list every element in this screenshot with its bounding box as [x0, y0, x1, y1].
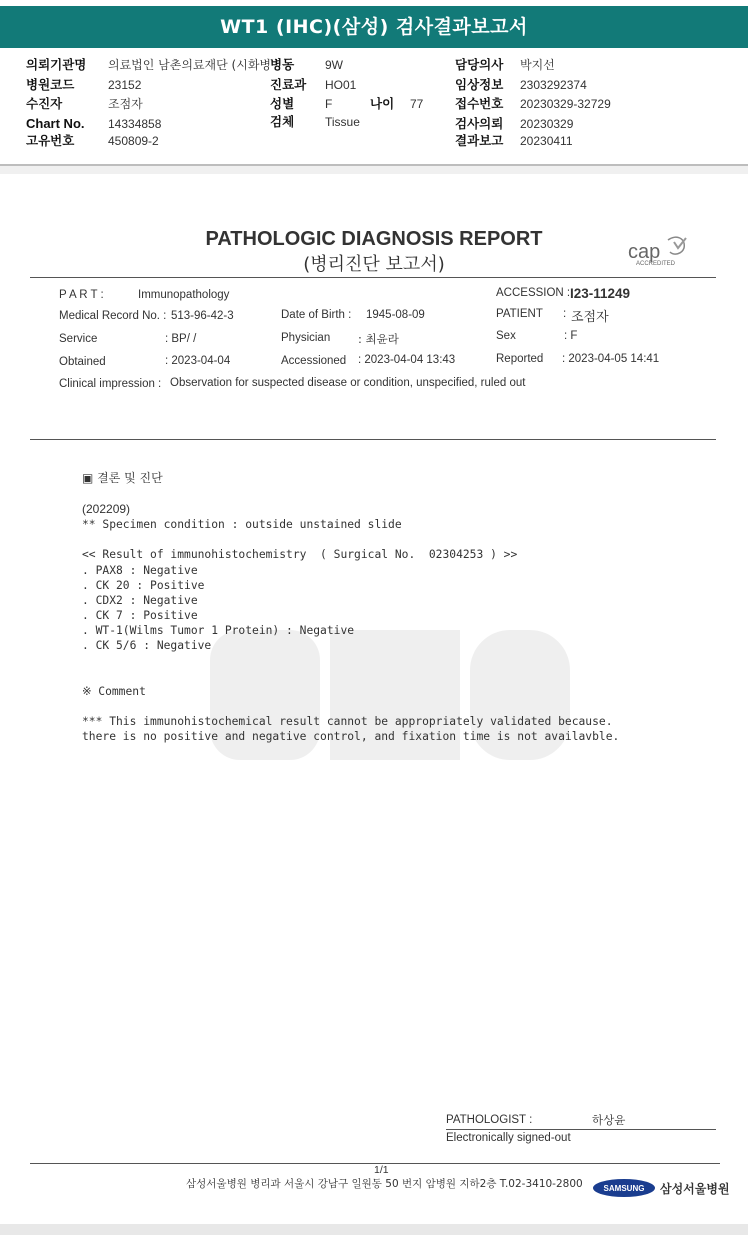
patient-field-value: 조점자	[571, 310, 609, 325]
sex-field-label: Sex	[496, 330, 516, 342]
ihc-heading: << Result of immunohistochemistry ( Surgical No. 02304253 ) >>	[82, 548, 518, 561]
doctor-value: 박지선	[520, 58, 555, 72]
part-label: P A R T :	[59, 289, 104, 301]
request-label: 검사의뢰	[455, 116, 504, 131]
diagnosis-code: (202209)	[82, 502, 131, 516]
pathology-report-title: PATHOLOGIC DIAGNOSIS REPORT	[205, 228, 543, 250]
meta-bottom-rule	[30, 439, 716, 440]
specimen-value: Tissue	[325, 115, 360, 129]
reported-label: Reported	[496, 353, 544, 365]
result-line: . CK 20 : Positive	[82, 579, 205, 592]
org-value: 의료법인 남촌의료재단 (시화병	[108, 58, 272, 72]
request-value: 20230329	[520, 117, 574, 131]
dob-value: 1945-08-09	[366, 309, 425, 321]
result-line: . PAX8 : Negative	[82, 564, 198, 577]
cap-logo-subtext: ACCREDITED	[636, 261, 676, 267]
chart-value: 14334858	[108, 117, 162, 131]
signed-out-text: Electronically signed-out	[446, 1132, 571, 1144]
pathologist-label: PATHOLOGIST :	[446, 1114, 533, 1126]
sex-label: 성별	[270, 96, 295, 111]
smc-watermark	[210, 620, 570, 770]
hospcode-label: 병원코드	[26, 77, 75, 92]
service-value: : BP/ /	[165, 333, 197, 345]
bottom-band	[0, 1224, 748, 1235]
accessioned-value: : 2023-04-04 13:43	[358, 354, 456, 366]
comment-line-1: *** This immunohistochemical result cannot be appropriately validated because.	[82, 715, 613, 728]
sex-value: F	[325, 97, 333, 111]
specimen-label: 검체	[270, 114, 295, 129]
doctor-label: 담당의사	[455, 57, 504, 72]
result-line: . CK 5/6 : Negative	[82, 639, 212, 652]
dept-label: 진료과	[270, 77, 307, 92]
signature-rule	[446, 1129, 716, 1130]
chart-label: Chart No.	[26, 116, 85, 131]
patient-value: 조점자	[108, 97, 143, 111]
comment-line-2: there is no positive and negative control, and fixation time is not availavble.	[82, 730, 620, 743]
hospcode-value: 23152	[108, 78, 142, 92]
samsung-logo	[592, 1178, 656, 1198]
reported-value: : 2023-04-05 14:41	[562, 353, 660, 365]
clinical-label: 임상정보	[455, 77, 504, 92]
obtained-label: Obtained	[59, 356, 106, 368]
cap-logo-text: cap	[628, 241, 661, 263]
accession-label: ACCESSION :	[496, 287, 571, 299]
sex-field-value: : F	[564, 330, 578, 342]
result-line: . CDX2 : Negative	[82, 594, 198, 607]
unique-value: 450809-2	[108, 134, 159, 148]
patient-field-label: PATIENT	[496, 308, 543, 320]
org-label: 의뢰기관명	[26, 57, 87, 72]
dob-label: Date of Birth :	[281, 309, 352, 321]
accessioned-label: Accessioned	[281, 355, 347, 367]
dept-value: HO01	[325, 78, 357, 92]
mrn-value: 513-96-42-3	[171, 310, 234, 322]
specimen-condition: ** Specimen condition : outside unstained slide	[82, 518, 402, 531]
cap-accredited-logo	[624, 234, 694, 268]
footer-address: 삼성서울병원 병리과 서울시 강남구 일원동 50 번지 암병원 지하2층 T.02-3410-2800	[186, 1178, 583, 1190]
impression-value: Observation for suspected disease or condition, unspecified, ruled out	[170, 377, 526, 389]
part-value: Immunopathology	[138, 289, 230, 301]
physician-value: : 최윤라	[358, 332, 399, 346]
meta-top-rule	[30, 277, 716, 278]
sheet-shadow	[0, 166, 748, 174]
page-number: 1/1	[374, 1164, 389, 1176]
ward-label: 병동	[270, 57, 295, 72]
report-title-bar: WT1 (IHC)(삼성) 검사결과보고서	[0, 6, 748, 48]
patient-label: 수진자	[26, 96, 63, 111]
age-value: 77	[410, 97, 424, 111]
pathologist-name: 하상윤	[592, 1113, 626, 1127]
receipt-label: 접수번호	[455, 96, 504, 111]
pathology-report-subtitle: (병리진단 보고서)	[303, 254, 445, 275]
age-label: 나이	[370, 96, 395, 111]
accession-value: I23-11249	[570, 286, 631, 301]
hospital-name: 삼성서울병원	[660, 1182, 730, 1196]
physician-label: Physician	[281, 332, 331, 344]
result-label: 결과보고	[455, 133, 504, 148]
obtained-value: : 2023-04-04	[165, 355, 231, 367]
samsung-logo-text: SAMSUNG	[603, 1184, 645, 1193]
impression-label: Clinical impression :	[59, 378, 162, 390]
result-value: 20230411	[520, 134, 573, 148]
unique-label: 고유번호	[26, 133, 75, 148]
result-line: . CK 7 : Positive	[82, 609, 198, 622]
comment-heading: ※ Comment	[82, 685, 146, 698]
clinical-value: 2303292374	[520, 78, 587, 92]
patient-field-sep: :	[563, 308, 567, 320]
mrn-label: Medical Record No. :	[59, 310, 167, 322]
service-label: Service	[59, 333, 98, 345]
result-line: . WT-1(Wilms Tumor 1 Protein) : Negative	[82, 624, 355, 637]
conclusion-heading: ▣ 결론 및 진단	[82, 471, 163, 485]
receipt-value: 20230329-32729	[520, 97, 611, 111]
ward-value: 9W	[325, 58, 343, 72]
